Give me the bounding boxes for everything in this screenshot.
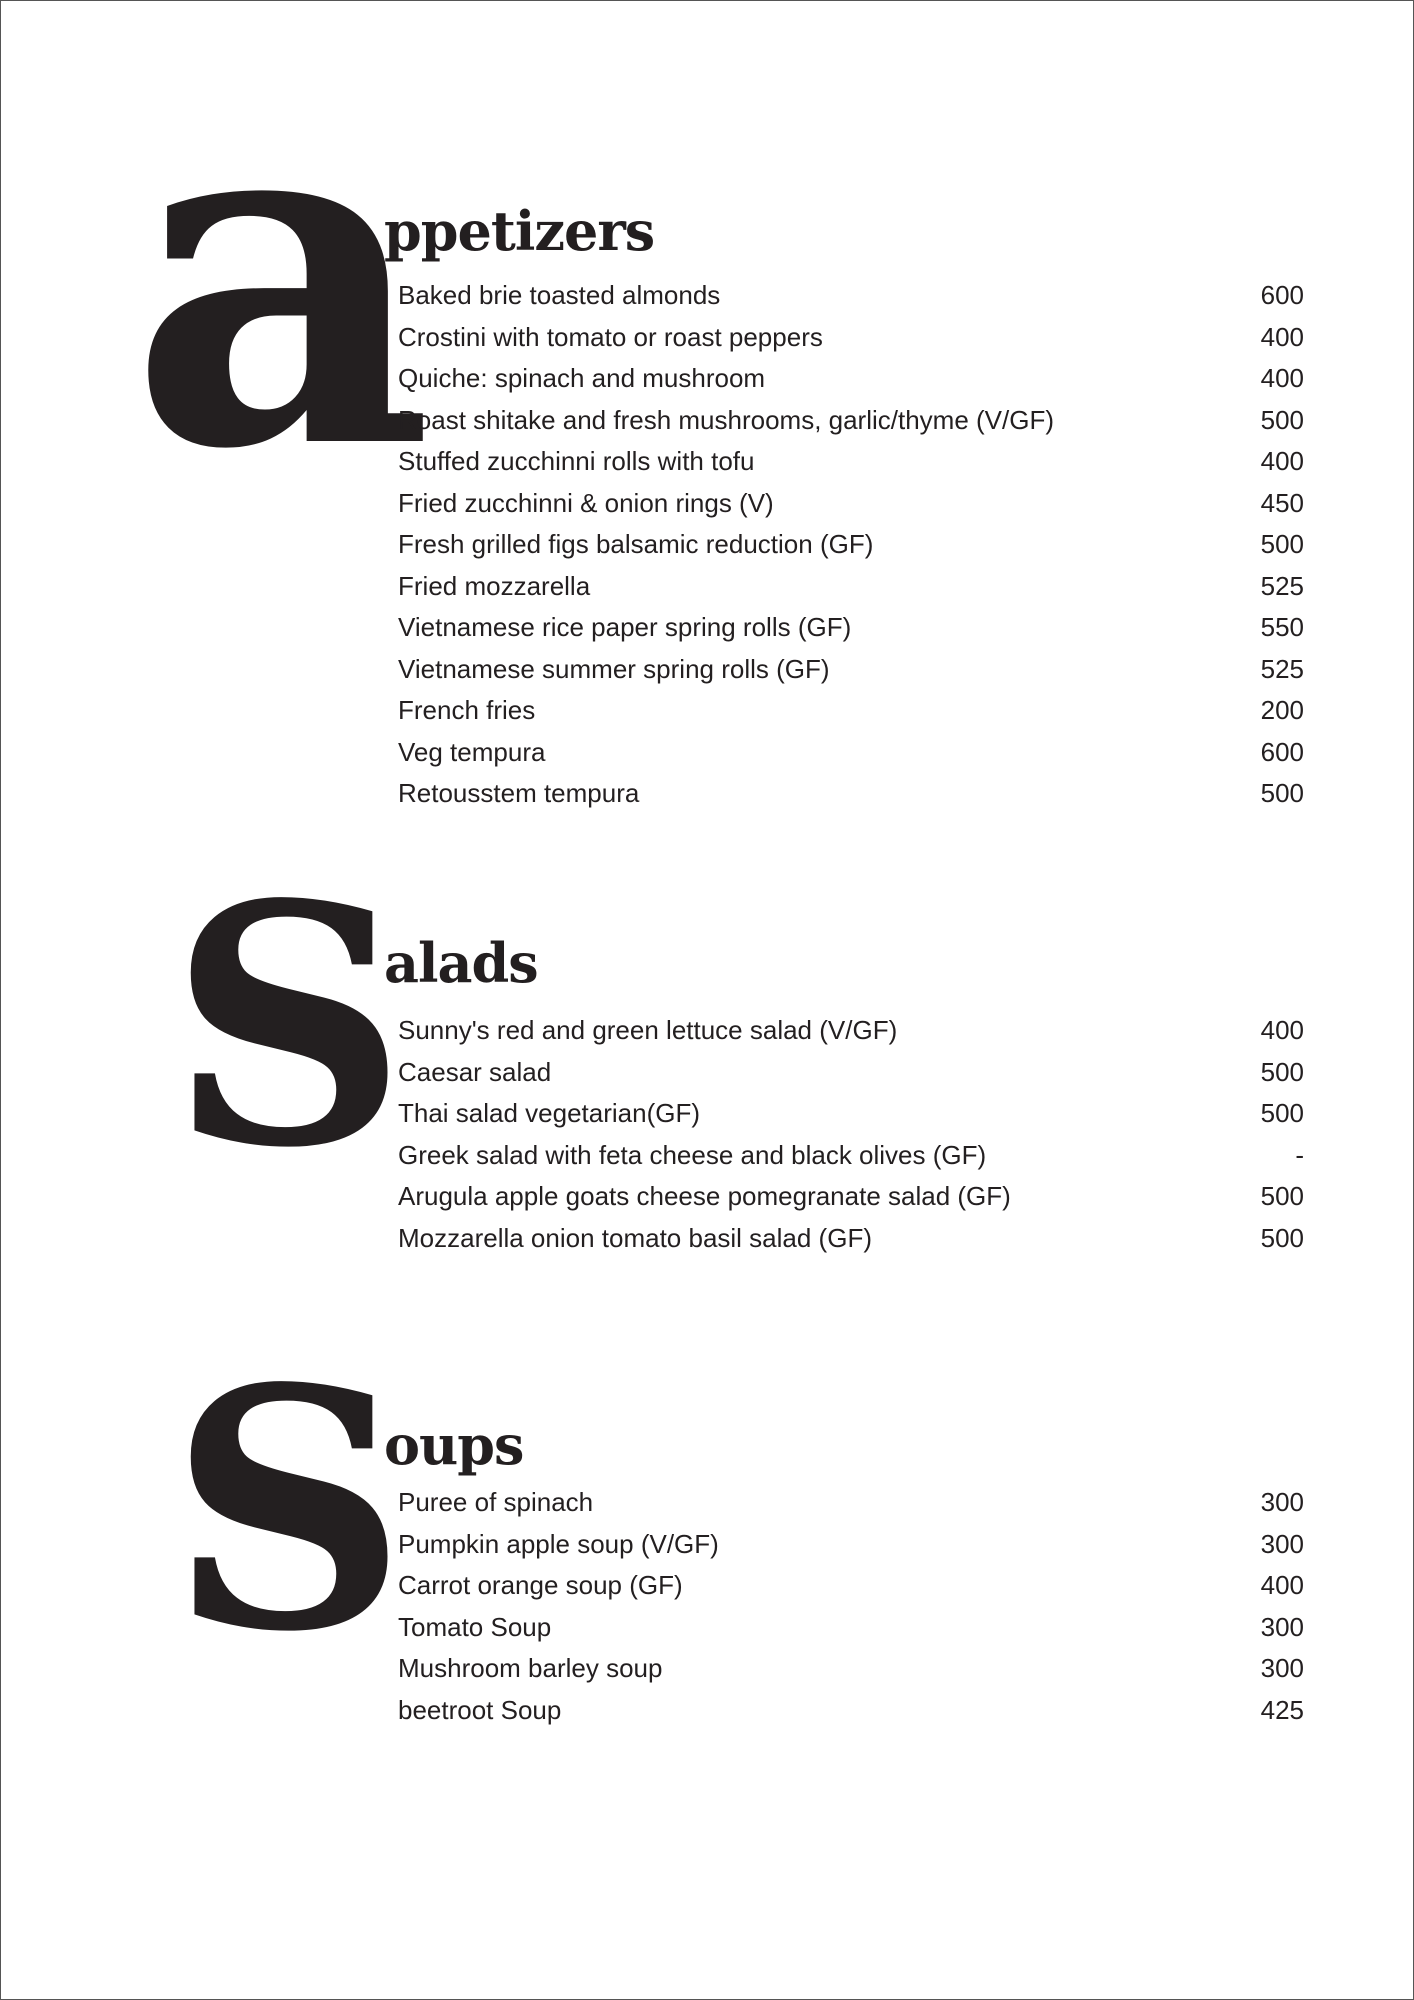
menu-item — [398, 524, 1304, 566]
menu-item — [398, 1093, 1304, 1135]
section-initial: a — [129, 0, 424, 552]
item-name: Stuffed zucchinni rolls with tofu — [398, 446, 755, 477]
item-price: 450 — [1260, 487, 1304, 518]
item-name: Fresh grilled figs balsamic reduction (GF) — [398, 529, 874, 560]
menu-item — [398, 1482, 1304, 1524]
item-name: beetroot Soup — [398, 1694, 562, 1725]
menu-item — [398, 317, 1304, 359]
menu-item — [398, 441, 1304, 483]
item-name: Fried zucchinni & onion rings (V) — [398, 487, 774, 518]
item-price: 500 — [1260, 404, 1304, 435]
item-name: Pumpkin apple soup (V/GF) — [398, 1528, 719, 1559]
item-price: 400 — [1260, 1570, 1304, 1601]
item-price: 300 — [1260, 1487, 1304, 1518]
item-name: Greek salad with feta cheese and black olives (GF) — [398, 1139, 987, 1170]
item-price: 300 — [1260, 1528, 1304, 1559]
item-name: Quiche: spinach and mushroom — [398, 363, 766, 394]
item-price: 500 — [1260, 1056, 1304, 1087]
menu-item — [398, 566, 1304, 608]
item-price: 300 — [1260, 1611, 1304, 1642]
menu-item — [398, 732, 1304, 774]
menu-list — [398, 1010, 1304, 1259]
menu-item — [398, 1607, 1304, 1649]
item-name: Vietnamese summer spring rolls (GF) — [398, 653, 830, 684]
item-name: Crostini with tomato or roast peppers — [398, 321, 823, 352]
menu-item — [398, 275, 1304, 317]
section-initial: S — [169, 1316, 408, 1704]
menu-item — [398, 1524, 1304, 1566]
item-price: 600 — [1260, 736, 1304, 767]
item-name: Tomato Soup — [398, 1611, 552, 1642]
menu-item — [398, 1690, 1304, 1732]
item-price: 425 — [1260, 1694, 1304, 1725]
item-name: Carrot orange soup (GF) — [398, 1570, 683, 1601]
item-price: 500 — [1260, 1222, 1304, 1253]
menu-item — [398, 607, 1304, 649]
menu-list — [398, 1482, 1304, 1731]
item-price: 400 — [1260, 1015, 1304, 1046]
section-title: oups — [384, 1413, 524, 1477]
item-price: 400 — [1260, 363, 1304, 394]
item-price: - — [1295, 1139, 1304, 1170]
menu-item — [398, 1010, 1304, 1052]
menu-item — [398, 1218, 1304, 1260]
item-name: Puree of spinach — [398, 1487, 594, 1518]
item-price: 500 — [1260, 1181, 1304, 1212]
item-price: 600 — [1260, 280, 1304, 311]
item-price: 500 — [1260, 1098, 1304, 1129]
item-name: Retousstem tempura — [398, 778, 640, 809]
menu-item — [398, 649, 1304, 691]
item-name: Mozzarella onion tomato basil salad (GF) — [398, 1222, 872, 1253]
menu-item — [398, 1176, 1304, 1218]
section-title: ppetizers — [384, 199, 655, 263]
item-price: 400 — [1260, 446, 1304, 477]
section-initial: S — [169, 832, 408, 1220]
item-name: Thai salad vegetarian(GF) — [398, 1098, 701, 1129]
item-price: 525 — [1260, 653, 1304, 684]
item-name: Baked brie toasted almonds — [398, 280, 721, 311]
item-name: Caesar salad — [398, 1056, 552, 1087]
item-price: 500 — [1260, 778, 1304, 809]
item-price: 525 — [1260, 570, 1304, 601]
menu-item — [398, 690, 1304, 732]
item-price: 500 — [1260, 529, 1304, 560]
item-price: 200 — [1260, 695, 1304, 726]
item-price: 550 — [1260, 612, 1304, 643]
menu-item — [398, 773, 1304, 815]
item-price: 400 — [1260, 321, 1304, 352]
item-name: Arugula apple goats cheese pomegranate salad (GF) — [398, 1181, 1011, 1212]
menu-item — [398, 1648, 1304, 1690]
item-name: Vietnamese rice paper spring rolls (GF) — [398, 612, 852, 643]
item-name: Roast shitake and fresh mushrooms, garlic/thyme (V/GF) — [398, 404, 1055, 435]
item-name: Fried mozzarella — [398, 570, 591, 601]
menu-item — [398, 400, 1304, 442]
menu-list — [398, 275, 1304, 815]
item-name: French fries — [398, 695, 536, 726]
item-name: Sunny's red and green lettuce salad (V/GF) — [398, 1015, 898, 1046]
item-name: Veg tempura — [398, 736, 546, 767]
menu-item — [398, 1565, 1304, 1607]
item-name: Mushroom barley soup — [398, 1653, 663, 1684]
menu-item — [398, 358, 1304, 400]
section-title: alads — [384, 931, 538, 995]
menu-item — [398, 483, 1304, 525]
item-price: 300 — [1260, 1653, 1304, 1684]
menu-item — [398, 1052, 1304, 1094]
menu-item — [398, 1135, 1304, 1177]
